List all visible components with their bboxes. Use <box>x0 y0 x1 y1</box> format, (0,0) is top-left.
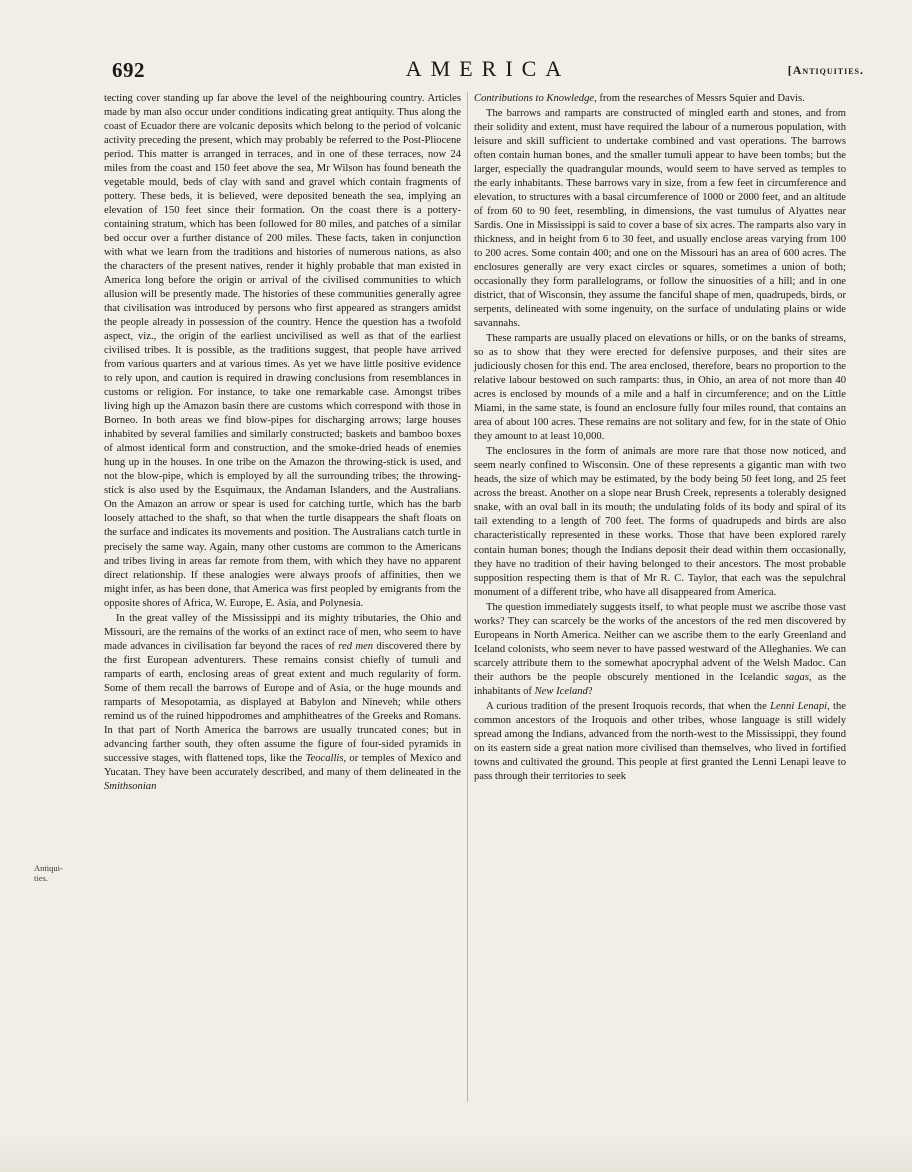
italic-text: sagas <box>784 671 809 683</box>
margin-note: Antiqui- ties. <box>34 863 63 883</box>
paragraph-text: , from the researches of Messrs Squier and Davis. <box>594 93 805 104</box>
paragraph-text: ? <box>587 685 593 697</box>
italic-text: Contributions to Knowledge <box>474 93 595 104</box>
paragraph <box>104 612 461 794</box>
page-number: 692 <box>112 58 145 82</box>
paragraph <box>474 700 846 784</box>
paragraph: The enclosures in the form of animals are more rare that those now noticed, and seem nearly confined to Wisconsin. One of these represents a gigantic man with two heads, the size of which may be estimated, by the body being 50 feet long, and 25 feet across the breast. Another on a slope near Brush Creek, represents a tolerably designed snake, with an oval ball in its mouth; the undulating folds of its body and spiral of its tail extending to a length of 700 feet. The forms of quadrupeds and birds are also characteristically represented in these works. Those that have been explored rarely contain human bones; though the Indians deposit their dead within them occasionally, they have no tradition of their having belonged to their ancestors. The most probable supposition respecting them is that of Mr R. C. Taylor, that each was the sepulchral monument of a different tribe, who have all disappeared from America. <box>474 446 846 598</box>
italic-text: Smithsonian <box>104 780 157 792</box>
italic-text: New Iceland <box>534 685 588 697</box>
paragraph-text: In the great valley of the Mississippi and its mighty tributaries, the Ohio and Missouri, are the remains of the works of an extinct race of men, who seem to have made advances in civilisation far beyond the races of <box>104 612 461 652</box>
italic-text: Teocallis <box>305 752 344 764</box>
paragraph <box>474 601 846 699</box>
page-header <box>112 58 864 86</box>
running-title: AMERICA <box>405 56 571 81</box>
right-column <box>474 92 846 784</box>
paragraph-text: , as the inhabitants of <box>474 671 846 697</box>
paragraph: tecting cover standing up far above the level of the neighbouring country. Articles made by man also occur under conditions indicating great antiquity. Thus along the coast of Ecuador there are volcanic deposits which belong to the period of volcanic activity preceding the present, which may probably be referred to the Post-Pliocene period. This matter is arranged in terraces, and in one of these terraces, now 24 miles from the coast and 150 feet above the sea, Mr Wilson has found beneath the vegetable mould, beds of clay with sand and gravel which contain fragments of pottery. These beds, it is believed, were deposited beneath the sea, implying an elevation of 150 feet since their formation. On the coast there is a pottery-containing stratum, which has been followed for 80 miles, and patches of a similar bed occur over a further distance of 200 miles. These facts, taken in conjunction with what we learn from the traditions and histories of numerous nations, as also the characters of the present natives, render it highly probable that man existed in America long before the origin or arrival of the civilised communities to which allusion will be presently made. The histories of these communities generally agree that civilisation was introduced by persons who first appeared as strangers amidst the people already in possession of the country. Hence the question has a twofold aspect, viz., the origin of the earliest uncivilised as well as that of the earliest civilised tribes. It is possible, as the traditions suggest, that people have arrived from various quarters and at various times. As yet we have little positive evidence to rely upon, and caution is required in drawing conclusions from resemblances in customs or religion. For instance, to take one remarkable case. Amongst tribes living high up the Amazon basin there are customs which correspond with those in Borneo. In both areas we find blow-pipes for discharging arrows; large houses inhabited by several families and similarly constructed; baskets and bamboo boxes of almost identical form and construction, and the smoke-dried heads of enemies hung up in the houses. In one tribe on the Amazon the throwing-stick is used, and not the blow-pipe, which is employed by all the surrounding tribes; the throwing-stick is also used by the Esquimaux, the Andaman Islanders, and the Australians. On the Amazon an arrow or spear is used for catching turtle, which has the barb loosely attached to the shaft, so that when the turtle disappears the shaft floats on the surface and indicates its movements and position. The Australians catch turtle in precisely the same way. Again, many other customs are common to the Americans and tribes living in areas far remote from them, with which they have no apparent direct relationship. If these analogies were always proofs of affinities, then we might infer, as has been done, that America was first peopled by emigrants from the opposite shores of Africa, W. Europe, E. Asia, and Polynesia. <box>104 93 461 609</box>
paragraph: The barrows and ramparts are constructed of mingled earth and stones, and from their solidity and extent, must have required the labour of a numerous population, with leisure and skill sufficient to undertake combined and vast operations. The barrows often contain human bones, and the smaller tumuli appear to have been tombs; but the larger, especially the quadrangular mounds, would seem to have served as temples to the early inhabitants. These barrows vary in size, from a few feet in circumference and elevation, to structures with a basal circumference of 1000 or 2000 feet, and an altitude of from 60 to 90 feet, resembling, in dimensions, the vast tumulus of Alyattes near Sardis. One in Mississippi is said to cover a base of six acres. The ramparts also vary in thickness, and in height from 6 to 30 feet, and usually enclose areas varying from 100 to 200 acres. Some contain 400; and one on the Missouri has an area of 600 acres. The enclosures generally are very exact circles or squares, sometimes a union of both; occasionally they form parallelograms, or follow the sinuosities of a hill; and in one district, that of Wisconsin, they assume the fanciful shape of men, quadrupeds, birds, or serpents, delineated with some ingenuity, on the surface of undulating plains or wide savannahs. <box>474 108 846 330</box>
page-bottom-edge <box>0 1132 912 1172</box>
italic-text: red men <box>338 640 374 652</box>
paragraph-text: A curious tradition of the present Iroquois records, that when the <box>486 700 771 712</box>
paragraph: These ramparts are usually placed on elevations or hills, or on the banks of streams, so as to show that they were erected for defensive purposes, and their sites are judiciously chosen for this end. The area enclosed, therefore, bears no proportion to the relative labour bestowed on such ramparts: thus, in Ohio, an area of not more than 40 acres is enclosed by mounds of a mile and a half in circumference; and on the Little Miami, in the same state, is found an enclosure fully four miles round, that contains an area of about 100 acres. These remains are not solitary and few, for in the state of Ohio they amount to at least 10,000. <box>474 333 846 443</box>
paragraph-text: The question immediately suggests itself, to what people must we ascribe those vast works? They can scarcely be the works of the ancestors of the red men discovered by Europeans in North America. Neither can we ascribe them to the early Greenland and Iceland colonists, who seem never to have passed westward of the Alleghanies. We can scarcely attribute them to the somewhat apocryphal advent of the Welsh Madoc. Can their authors be the people obscurely mentioned in the Icelandic <box>474 601 846 683</box>
paragraph-text: , the common ancestors of the Iroquois and other tribes, whose language is still widely spread among the Indians, advanced from the north-west to the Mississippi, they found on its eastern side a great nation more civilised than themselves, who lived in fortified towns and cultivated the ground. This people at first granted the Lenni Lenapi leave to pass through their territories to seek <box>474 700 846 782</box>
paragraph-text: , or temples of Mexico and Yucatan. They have been accurately described, and many of them delineated in the <box>104 752 461 778</box>
left-column <box>104 92 461 794</box>
section-title <box>788 63 864 78</box>
section-title-text: [Antiquities. <box>787 63 864 77</box>
paragraph-text: discovered there by the first European adventurers. These remains consist chiefly of tumuli and ramparts of earth, enclosing areas of great extent and much regularity of form. Some of them recall the barrows of Europe and of Asia, or the huge mounds and ramparts of Mesopotamia, as displayed at Babylon and Nineveh; while others remind us of the ruined hippodromes and amphitheatres of the Greeks and Romans. In that part of North America the barrows are usually truncated cones; but in advancing farther south, they often assume the figure of four-sided pyramids in successive stages, with flattened tops, like the <box>104 640 461 764</box>
italic-text: Lenni Lenapi <box>770 700 828 712</box>
paragraph <box>474 92 846 106</box>
column-divider <box>467 92 468 1102</box>
